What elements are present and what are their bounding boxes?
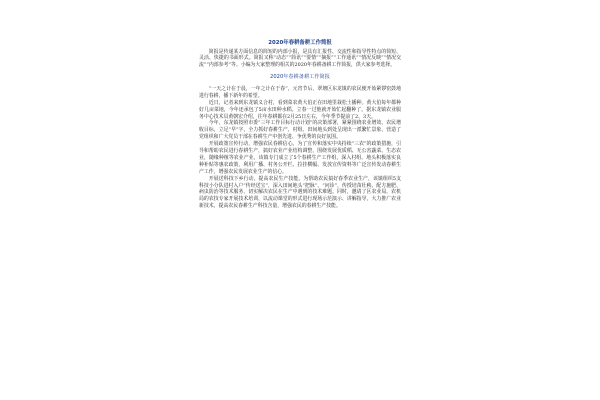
intro-paragraph: 简报是传递某方面信息的简短的内部小报，是具有汇报性、交流性和指导性特点的简短、灵活、快捷的书面形式。简报又称“动态”“简讯”“要情”“摘报”“工作通讯”“情况反映”“情况交流”“内部参考”等。小编为大家整理的相关的2020年春耕备耕工作简报，供大家参考选择。 (199, 48, 401, 69)
body-paragraph: 今年，东龙镇按照市委“三年工作目标行动计划”的决策部署，紧紧围绕农业增效、农民增收目标，立足“早”字，全力抓好春耕生产，村组、田间地头到处呈现出一派繁忙景象，营造了党组织和广大党员干部在春耕生产中创先进、争优秀的良好氛围。 (199, 120, 401, 141)
document-title: 2020年春耕备耕工作简报 (268, 40, 332, 46)
body-paragraph: 开展政策宣传行动，增强农民春耕信心。为了宣传和落实中央持续“三农”的政策措施，引导和帮助农民进行春耕生产，搞好农业产业结构调整，围绕发展优质稻、无公害蔬菜、生态农业，随缘种植等农业产业，该镇专门成立了5个春耕生产工作组，深入村组，地头积极落实良种补贴等惠农政策，利用广播、村务公开栏、拉挂横幅、发放宣传资料等广泛宣传发动春耕生产工作，增强农民发展农业生产的信心。 (199, 141, 401, 175)
body-paragraph: “一天之计在于晨，一年之计在于春”，元宵节后，翠塘区东龙镇的农民便开始紧锣密鼓地进行春耕，播下新年的希望。 (199, 85, 401, 99)
section-title: 2020年春耕备耕工作简报 (270, 73, 330, 80)
body-paragraph: 开展送科技下乡行动，提高农民生产技能。为帮助农民搞好春季农业生产，该镇组织5支科技小分队进村入户“传经送宝”，深入田间地头“把脉”、“问诊”，传授培苗壮秧、配方施肥、病虫防治等技术服务，切实解决农民在生产中遇到的技术难题。同时，邀请了区农业局、农机局的农技专家开展技术培训，以流动课堂的形式进行现场示范演示、讲解指导，大力推广农业新技术，提高农民春耕生产科技含量，增强农民的春耕生产技能。 (199, 175, 401, 210)
body-paragraph: 近日，记者来到东龙镇义合村，看到菜农黄大伯正在田地里栽松土播种。黄大伯每年都种好几亩菜地，今年还承包了5亩水田种水稻。立春一过他就开始忙起翻种了。据东龙镇农业服务中心技术员黄朝宏介绍，往年春耕都在2月25日左右，今年季节提前了2、3天。 (199, 99, 401, 120)
document-page (197, 40, 403, 210)
